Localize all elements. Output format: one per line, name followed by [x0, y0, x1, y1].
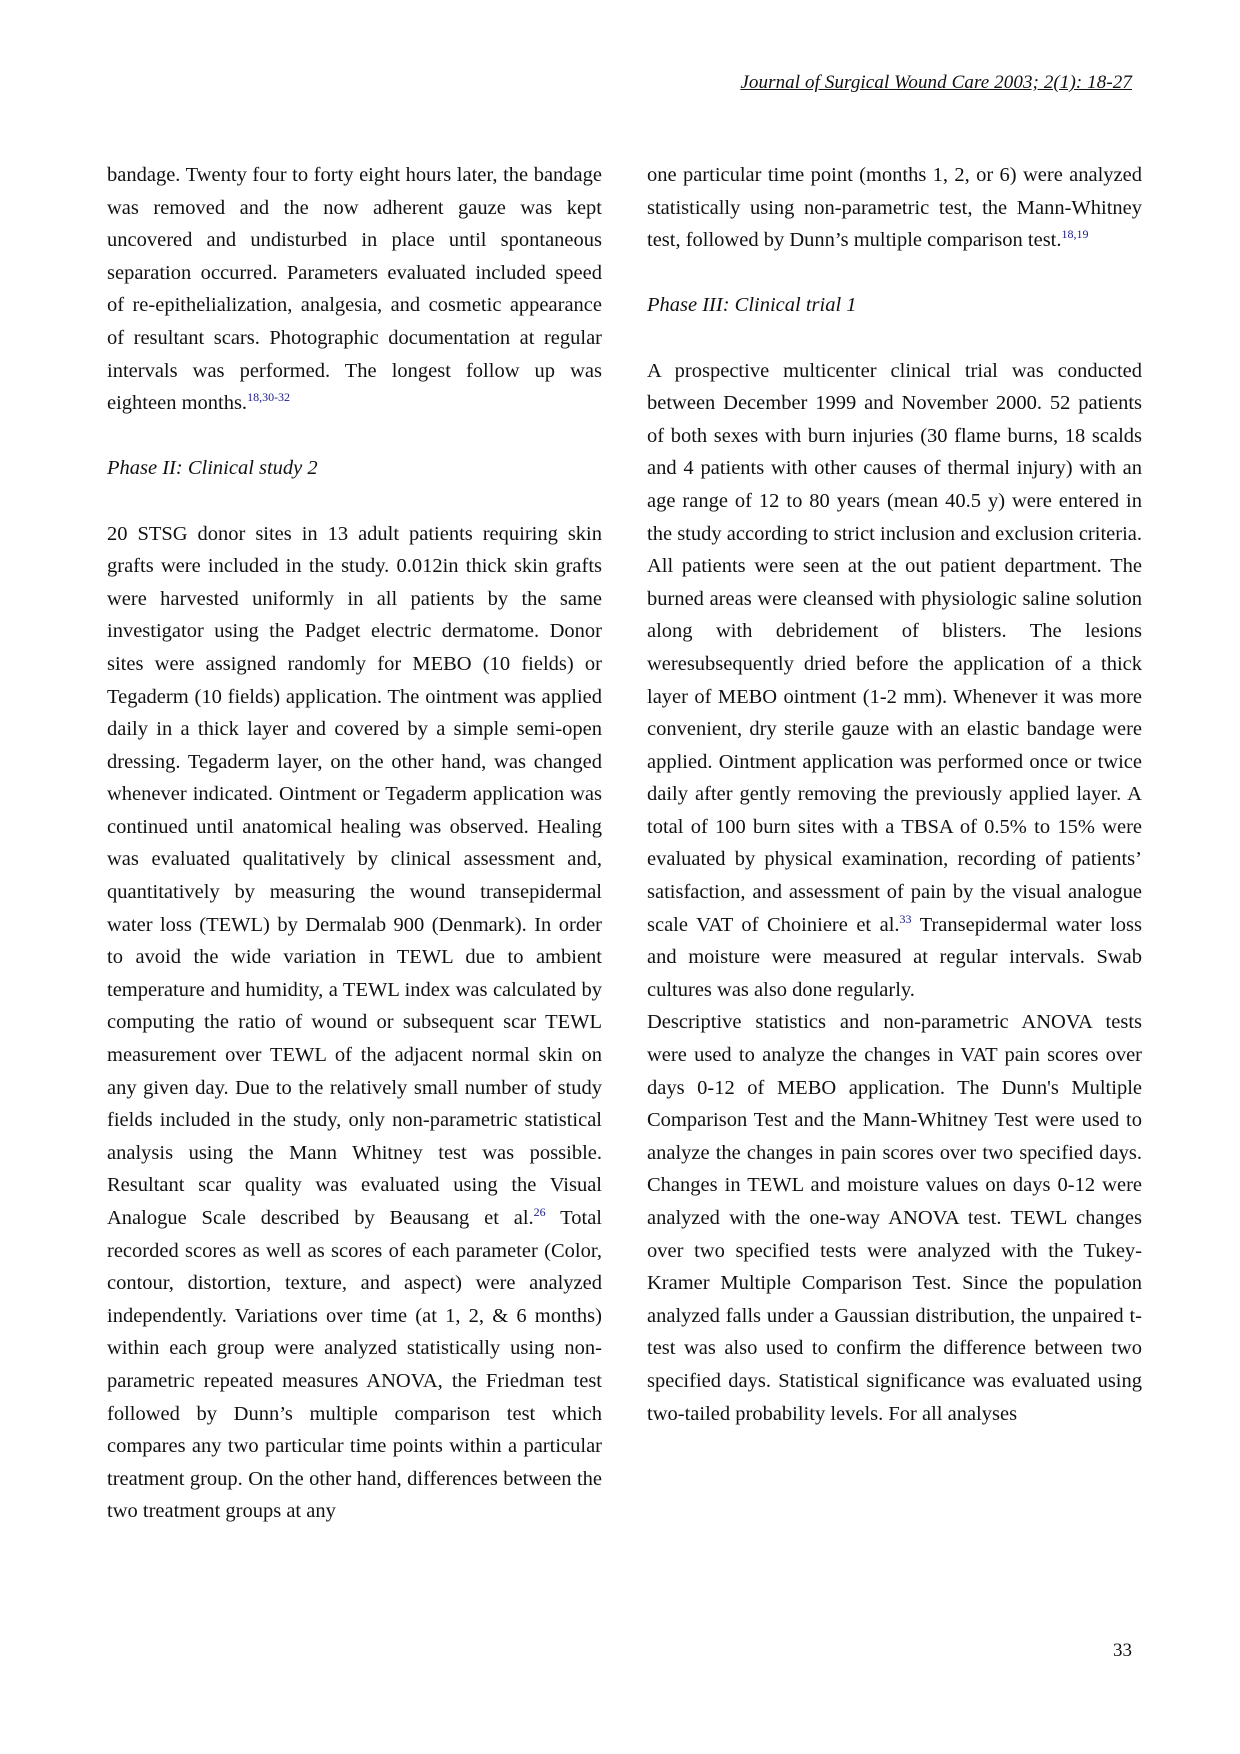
- paragraph-phase-3: [647, 355, 1142, 1007]
- citation-ref[interactable]: 18,19: [1061, 227, 1089, 242]
- citation-ref[interactable]: 26: [533, 1205, 546, 1219]
- paragraph-text: Total recorded scores as well as scores of each parameter (Color, contour, distortion, texture, and aspect) were analyzed independently. Variations over time (at 1, 2, & 6 months) within each group were analyzed statistically using non-parametric repeated measures ANOVA, the Friedman test followed by Dunn’s multiple comparison test which compares any two particular time points within a particular treatment group. On the other hand, differences between the two treatment groups at any: [107, 1207, 602, 1523]
- citation-ref[interactable]: 18,30-32: [247, 390, 291, 405]
- section-heading-phase-3: Phase III: Clinical trial 1: [647, 294, 857, 317]
- running-head: Journal of Surgical Wound Care 2003; 2(1): 18-27: [740, 72, 1132, 93]
- paragraph-text: A prospective multicenter clinical trial was conducted between December 1999 and November 2000. 52 patients of both sexes with burn injuries (30 flame burns, 18 scalds and 4 patients with other causes of thermal injury) with an age range of 12 to 80 years (mean 40.5 y) were entered in the study according to strict inclusion and exclusion criteria. All patients were seen at the out patient department. The burned areas were cleansed with physiologic saline solution along with debridement of blisters. The lesions weresubsequently dried before the application of a thick layer of MEBO ointment (1-2 mm). Whenever it was more convenient, dry sterile gauze with an elastic bandage were applied. Ointment application was performed once or twice daily after gently removing the previously applied layer. A total of 100 burn sites with a TBSA of 0.5% to 15% were evaluated by physical examination, recording of patients’ satisfaction, and assessment of pain by the visual analogue scale VAT of Choiniere et al.: [647, 359, 1142, 936]
- paragraph-text: 20 STSG donor sites in 13 adult patients requiring skin grafts were included in the study. 0.012in thick skin grafts were harvested uniformly in all patients by the same investigator using the Padget electric dermatome. Donor sites were assigned randomly for MEBO (10 fields) or Tegaderm (10 fields) application. The ointment was applied daily in a thick layer and covered by a simple semi-open dressing. Tegaderm layer, on the other hand, was changed whenever indicated. Ointment or Tegaderm application was continued until anatomical healing was observed. Healing was evaluated qualitatively by clinical assessment and, quantitatively by measuring the wound transepidermal water loss (TEWL) by Dermalab 900 (Denmark). In order to avoid the wide variation in TEWL due to ambient temperature and humidity, a TEWL index was calculated by computing the ratio of wound or subsequent scar TEWL measurement over TEWL of the adjacent normal skin on any given day. Due to the relatively small number of study fields included in the study, only non-parametric statistical analysis using the Mann Whitney test was possible. Resultant scar quality was evaluated using the Visual Analogue Scale described by Beausang et al.: [107, 522, 602, 1229]
- section-heading-phase-2: Phase II: Clinical study 2: [107, 457, 318, 480]
- citation-ref[interactable]: 33: [899, 911, 912, 926]
- paragraph-phase-2: [107, 518, 602, 1528]
- paragraph-text: one particular time point (months 1, 2, or 6) were analyzed statistically using non-parametric test, the Mann-Whitney test, followed by Dunn’s multiple comparison test.: [647, 164, 1142, 252]
- right-column: [647, 159, 1142, 1430]
- paragraph-text: bandage. Twenty four to forty eight hours later, the bandage was removed and the now adherent gauze was kept uncovered and undisturbed in place until spontaneous separation occurred. Parameters evaluated included speed of re-epithelialization, analgesia, and cosmetic appearance of resultant scars. Photographic documentation at regular intervals was performed. The longest follow up was eighteen months.: [107, 164, 602, 415]
- page-number: 33: [1113, 1640, 1132, 1661]
- paragraph-text: Transepidermal water loss and moisture were measured at regular intervals. Swab cultures was also done regularly.: [647, 913, 1142, 1001]
- left-column: [107, 159, 602, 1528]
- paragraph-intro-left: [107, 159, 602, 420]
- paragraph-intro-right: [647, 159, 1142, 257]
- paragraph-statistics: Descriptive statistics and non-parametric ANOVA tests were used to analyze the changes in VAT pain scores over days 0-12 of MEBO application. The Dunn's Multiple Comparison Test and the Mann-Whitney Test were used to analyze the changes in pain scores over two specified days. Changes in TEWL and moisture values on days 0-12 were analyzed with the one-way ANOVA test. TEWL changes over two specified tests were analyzed with the Tukey-Kramer Multiple Comparison Test. Since the population analyzed falls under a Gaussian distribution, the unpaired t-test was also used to confirm the difference between two specified days. Statistical significance was evaluated using two-tailed probability levels. For all analyses: [647, 1011, 1142, 1425]
